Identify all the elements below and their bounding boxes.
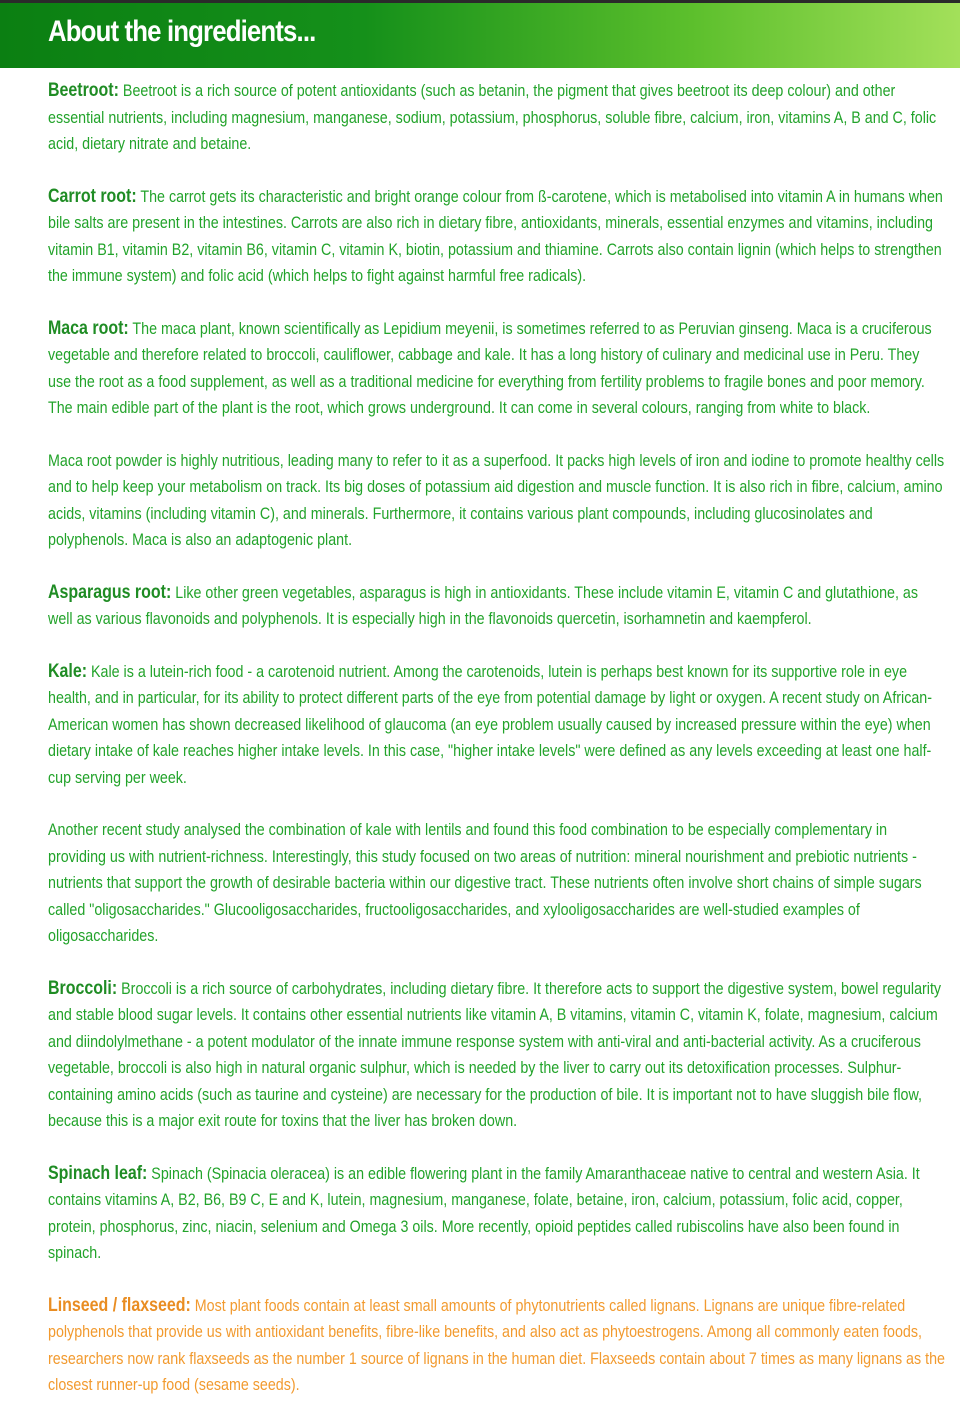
text-asparagus-root: Like other green vegetables, asparagus is high in antioxidants. These include vitamin E, vitamin C and glutathione, as well as various flavonoids and polyphenols. It is especially high in the flavonoids quercetin, isorhamnetin and kaempferol. [48,582,918,628]
paragraph-maca-root [48,316,945,422]
text-maca-root: The maca plant, known scientifically as Lepidium meyenii, is sometimes referred to as Peruvian ginseng. Maca is a cruciferous vegetable and therefore related to broccoli, cauliflower, cabbage and kale. It has a long history of culinary and medicinal use in Peru. They use the root as a food supplement, as well as a traditional medicine for everything from fertility problems to fragile bones and poor memory. The main edible part of the plant is the root, which grows underground. It can come in several colours, ranging from white to black. [48,318,932,417]
text-linseed-flaxseed: Most plant foods contain at least small amounts of phytonutrients called lignans. Lignans are unique fibre-related polyphenols that provide us with antioxidant benefits, fibre-like benefits, and also act as phytoestrogens. Among all commonly eaten foods, researchers now rank flaxseeds as the number 1 source of lignans in the human diet. Flaxseeds contain about 7 times as many lignans as the closest runner-up food (sesame seeds). [48,1295,945,1394]
ingredients-content [48,78,945,1425]
paragraph-kale-study [48,817,945,950]
text-kale-study: Another recent study analysed the combination of kale with lentils and found this food combination to be especially complementary in providing us with nutrient-richness. Interestingly, this study focused on two areas of nutrition: mineral nourishment and prebiotic nutrients - nutrients that support the growth of desirable bacteria within our digestive tract. These nutrients often involve short chains of simple sugars called "oligosaccharides." Glucooligosaccharides, fructooligosaccharides, and xylooligosaccharides are well-studied examples of oligosaccharides. [48,820,922,945]
term-broccoli: Broccoli: [48,977,118,999]
paragraph-spinach-leaf [48,1161,945,1267]
paragraph-carrot-root [48,184,945,290]
text-broccoli: Broccoli is a rich source of carbohydrates, including dietary fibre. It therefore acts to support the digestive system, bowel regularity and stable blood sugar levels. It contains other essential nutrients like vitamin A, B vitamins, vitamin C, vitamin K, folate, magnesium, calcium and diindolylmethane - a potent modulator of the innate immune response system with anti-viral and anti-bacterial activity. As a cruciferous vegetable, broccoli is also high in natural organic sulphur, which is needed by the liver to carry out its detoxification processes. Sulphur-containing amino acids (such as taurine and cysteine) are necessary for the production of bile. It is important not to have sluggish bile flow, because this is a major exit route for toxins that the liver has broken down. [48,978,942,1130]
term-asparagus-root: Asparagus root: [48,581,172,603]
term-carrot-root: Carrot root: [48,185,137,207]
term-beetroot: Beetroot: [48,80,119,101]
term-spinach-leaf: Spinach leaf: [48,1162,148,1184]
text-maca-powder: Maca root powder is highly nutritious, leading many to refer to it as a superfood. It packs high levels of iron and iodine to promote healthy cells and to help keep your metabolism on track. Its big doses of potassium aid digestion and muscle function. It is also rich in fibre, calcium, amino acids, vitamins (including vitamin C), and minerals. Furthermore, it contains various plant compounds, including glucosinolates and polyphenols. Maca is also an adaptogenic plant. [48,450,945,549]
paragraph-asparagus-root [48,580,945,633]
paragraph-maca-powder [48,448,945,554]
page-title: About the ingredients... [48,15,316,48]
paragraph-kale [48,659,945,792]
text-carrot-root: The carrot gets its characteristic and bright orange colour from ß-carotene, which is metabolised into vitamin A in humans when bile salts are present in the intestines. Carrots are also rich in dietary fibre, antioxidants, minerals, essential enzymes and vitamins, including vitamin B1, vitamin B2, vitamin B6, vitamin C, vitamin K, biotin, potassium and thiamine. Carrots also contain lignin (which helps to strengthen the immune system) and folic acid (which helps to fight against harmful free radicals). [48,186,943,285]
term-linseed-flaxseed: Linseed / flaxseed: [48,1294,191,1316]
text-beetroot: Beetroot is a rich source of potent antioxidants (such as betanin, the pigment that gives beetroot its deep colour) and other essential nutrients, including magnesium, manganese, sodium, potassium, phosphorus, soluble fibre, calcium, iron, vitamins A, B and C, folic acid, dietary nitrate and betaine. [48,81,937,153]
paragraph-linseed-flaxseed [48,1293,945,1399]
term-maca-root: Maca root: [48,317,129,339]
text-spinach-leaf: Spinach (Spinacia oleracea) is an edible flowering plant in the family Amaranthaceae native to central and western Asia. It contains vitamins A, B2, B6, B9 C, E and K, lutein, magnesium, manganese, folate, betaine, iron, calcium, potassium, folic acid, copper, protein, phosphorus, zinc, niacin, selenium and Omega 3 oils. More recently, opioid peptides called rubiscolins have also been found in spinach. [48,1163,920,1262]
term-kale: Kale: [48,660,88,682]
header-banner [0,3,960,68]
paragraph-broccoli [48,976,945,1135]
paragraph-beetroot [48,78,945,158]
text-kale: Kale is a lutein-rich food - a carotenoid nutrient. Among the carotenoids, lutein is perhaps best known for its supportive role in eye health, and in particular, for its ability to protect different parts of the eye from potential damage by light or oxygen. A recent study on African-American women has shown decreased likelihood of glaucoma (an eye problem usually caused by increased pressure within the eye) when dietary intake of kale reaches higher intake levels. In this case, "higher intake levels" were defined as any levels exceeding at least one half-cup serving per week. [48,661,933,787]
